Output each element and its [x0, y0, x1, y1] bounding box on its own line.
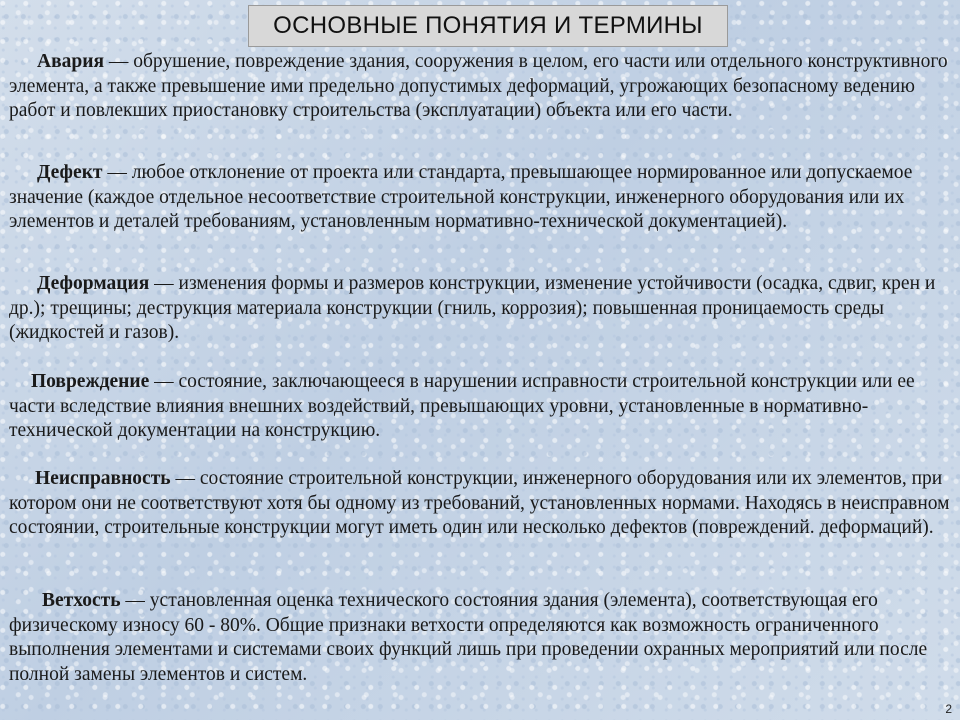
- term-defekt: [9, 161, 951, 235]
- term-definition: — состояние строительной конструкции, инженерного оборудования или их элементов, при котором они не соответствуют хотя бы одному из требований, установленных нормами. Находясь в неисправном состоянии, строительные конструкции могут иметь один или несколько дефектов (повреждений. деформаций).: [9, 468, 950, 538]
- term-vethost: [9, 589, 951, 687]
- page-number: 2: [945, 702, 952, 716]
- term-definition: — обрушение, повреждение здания, сооружения в целом, его части или отдельного конструктивного элемента, а также превышение ими предельно допустимых деформаций, угрожающих безопасному ведению работ и повлекших приостановку строительства (эксплуатации) объекта или его части.: [9, 51, 948, 121]
- term-definition: — установленная оценка технического состояния здания (элемента), соответствующая его физическому износу 60 - 80%. Общие признаки ветхости определяются как возможность ограниченного выполнения элементами и системами своих функций лишь при проведении охранных мероприятий или после полной замены элементов и систем.: [9, 590, 928, 685]
- term-definition: — изменения формы и размеров конструкции, изменение устойчивости (осадка, сдвиг, крен и др.); трещины; деструкция материала конструкции (гниль, коррозия); повышенная проницаемость среды (жидкостей и газов).: [9, 273, 936, 343]
- term-name: Деформация: [37, 273, 150, 294]
- term-definition: — любое отклонение от проекта или стандарта, превышающее нормированное или допускаемое значение (каждое отдельное несоответствие строительной конструкции, инженерного оборудования или их элементов и деталей требованиям, установленным нормативно-технической документацией).: [9, 162, 913, 232]
- term-povrezhdenie: [9, 370, 951, 444]
- term-definition: — состояние, заключающееся в нарушении исправности строительной конструкции или ее части вследствие влияния внешних воздействий, превышающих уровни, установленные в нормативно-технической документации на конструкцию.: [9, 371, 915, 441]
- term-avaria: [9, 50, 951, 124]
- term-name: Дефект: [37, 162, 103, 183]
- term-name: Повреждение: [31, 371, 150, 392]
- term-name: Ветхость: [42, 590, 121, 611]
- term-name: Авария: [37, 51, 104, 72]
- term-deformatsiya: [9, 272, 951, 346]
- term-name: Неисправность: [35, 468, 171, 489]
- slide-title: ОСНОВНЫЕ ПОНЯТИЯ И ТЕРМИНЫ: [248, 5, 728, 47]
- term-neispravnost: [9, 467, 951, 541]
